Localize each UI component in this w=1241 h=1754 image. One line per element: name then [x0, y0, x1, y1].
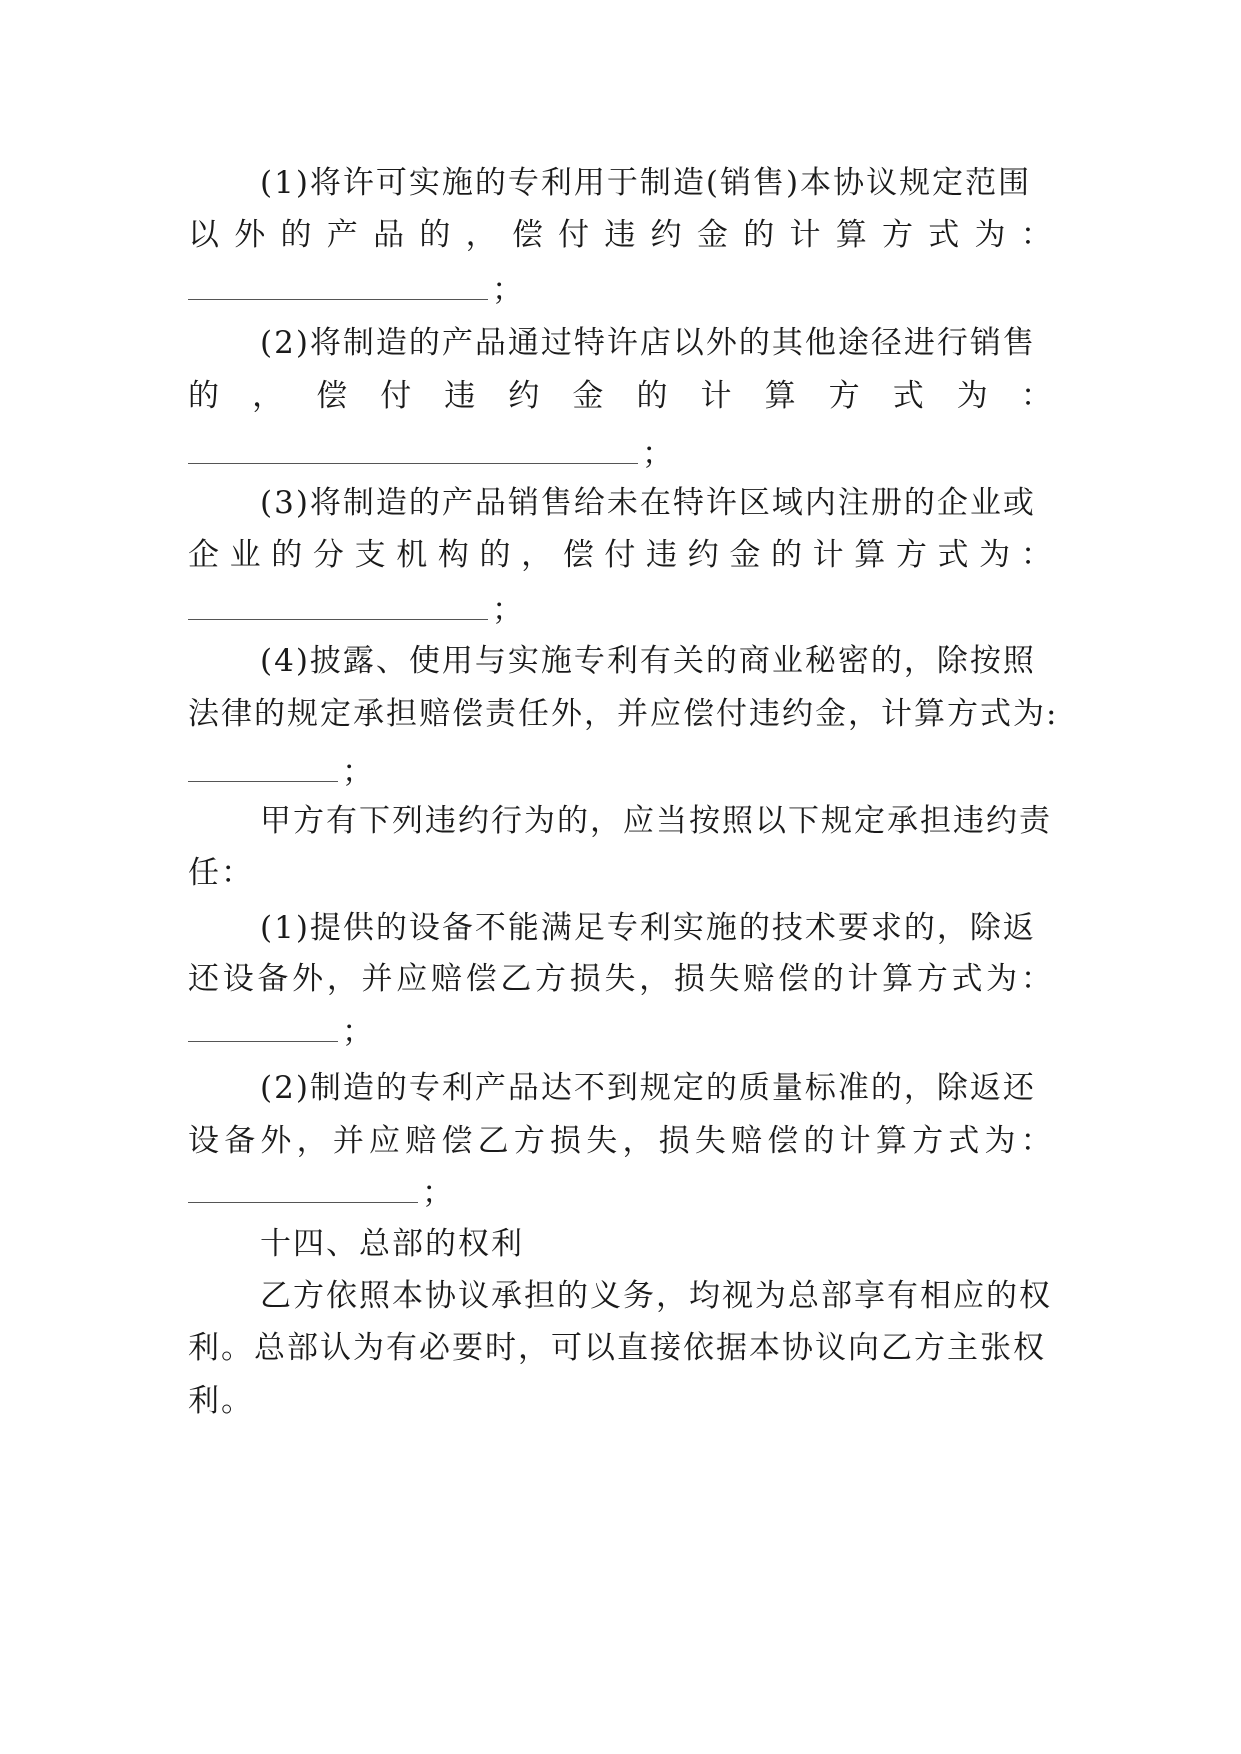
char: 的	[479, 537, 513, 573]
fill-in-blank[interactable]	[188, 1013, 338, 1042]
char: 构	[437, 537, 471, 573]
char: 约	[650, 217, 684, 253]
char: 约	[508, 378, 542, 414]
char: 式	[928, 217, 962, 253]
char: 方	[916, 961, 950, 997]
char: 方	[895, 537, 929, 573]
fill-in-blank[interactable]	[188, 271, 488, 300]
text-line	[188, 267, 1054, 313]
char: 损	[673, 961, 707, 997]
char: 的	[770, 537, 804, 573]
fill-in-blank[interactable]	[188, 591, 488, 620]
semicolon: ；	[492, 272, 525, 308]
char: ：	[1020, 961, 1054, 997]
text-line	[188, 587, 1054, 633]
fill-in-blank[interactable]	[188, 753, 338, 782]
char: 违	[444, 378, 478, 414]
paragraph-text: 甲方有下列违约行为的，应当按照以下规定承担违约责	[260, 803, 1052, 839]
char: 计	[839, 1123, 873, 1159]
char: 的	[271, 537, 305, 573]
char: 算	[854, 537, 888, 573]
char: 付	[558, 217, 592, 253]
paragraph-text: (2)制造的专利产品达不到规定的质量标准的，除返还	[260, 1070, 1036, 1106]
char: 为	[984, 1123, 1018, 1159]
text-line	[188, 1273, 1126, 1319]
text-line	[188, 532, 1054, 578]
char: 偿	[562, 537, 596, 573]
char: 付	[604, 537, 638, 573]
char: 设	[222, 961, 256, 997]
char: 乙	[500, 961, 534, 997]
char: 损	[658, 1123, 692, 1159]
text-line	[188, 850, 1054, 896]
text-line	[188, 1325, 1054, 1371]
char: ：	[1020, 1123, 1054, 1159]
semicolon: ；	[492, 592, 525, 628]
char: 偿	[511, 217, 545, 253]
char: 式	[948, 1123, 982, 1159]
semicolon: ；	[422, 1175, 455, 1211]
char: 方	[828, 378, 862, 414]
char: 的	[803, 1123, 837, 1159]
char: 金	[572, 378, 606, 414]
text-line	[188, 431, 1054, 477]
semicolon: ；	[642, 436, 675, 472]
char: ：	[1020, 378, 1054, 414]
char: 企	[188, 537, 221, 573]
char: 的	[419, 217, 453, 253]
semicolon: ；	[342, 1014, 375, 1050]
char: 约	[687, 537, 721, 573]
text-line	[188, 1378, 1054, 1424]
char: ：	[1020, 537, 1054, 573]
paragraph-text: (1)将许可实施的专利用于制造(销售)本协议规定范围	[260, 165, 1032, 201]
char: ，	[296, 1123, 330, 1159]
text-line	[188, 1065, 1126, 1111]
char: 支	[354, 537, 388, 573]
char: 的	[743, 217, 777, 253]
paragraph-text: (1)提供的设备不能满足专利实施的技术要求的，除返	[260, 910, 1036, 946]
text-line	[188, 638, 1126, 684]
text-line	[188, 798, 1126, 844]
char: ，	[622, 1123, 656, 1159]
text-line	[188, 749, 1054, 795]
paragraph-text: (3)将制造的产品销售给未在特许区域内注册的企业或	[260, 485, 1036, 521]
char: 算	[835, 217, 869, 253]
char: 为	[979, 537, 1013, 573]
char: 赔	[731, 1123, 765, 1159]
text-line	[188, 212, 1054, 258]
char: 式	[937, 537, 971, 573]
char: 乙	[477, 1123, 511, 1159]
char: ，	[465, 217, 499, 253]
char: 备	[257, 961, 291, 997]
char: 损	[550, 1123, 584, 1159]
char: 偿	[441, 1123, 475, 1159]
char: ：	[1020, 217, 1054, 253]
char: ，	[639, 961, 673, 997]
char: 偿	[767, 1123, 801, 1159]
paragraph-text: 任：	[188, 855, 254, 891]
char: 算	[764, 378, 798, 414]
paragraph-text: (4)披露、使用与实施专利有关的商业秘密的，除按照	[260, 643, 1036, 679]
char: 方	[881, 217, 915, 253]
text-line	[188, 1118, 1054, 1164]
char: 计	[700, 378, 734, 414]
char: 失	[586, 1123, 620, 1159]
char: 赔	[430, 961, 464, 997]
semicolon: ；	[342, 754, 375, 790]
char: ，	[252, 378, 286, 414]
char: 方	[513, 1123, 547, 1159]
paragraph-text: 利。总部认为有必要时，可以直接依据本协议向乙方主张权	[188, 1330, 1046, 1366]
char: 失	[708, 961, 742, 997]
char: 偿	[465, 961, 499, 997]
paragraph-text: 乙方依照本协议承担的义务，均视为总部享有相应的权	[260, 1278, 1052, 1314]
char: 的	[188, 378, 221, 414]
char: 式	[892, 378, 926, 414]
char: 设	[188, 1123, 221, 1159]
char: 应	[369, 1123, 403, 1159]
char: 计	[812, 537, 846, 573]
char: ，	[521, 537, 555, 573]
char: 失	[604, 961, 638, 997]
char: 偿	[777, 961, 811, 997]
char: 为	[974, 217, 1008, 253]
char: 产	[326, 217, 360, 253]
text-line	[188, 373, 1054, 419]
text-line	[188, 320, 1126, 366]
char: 品	[373, 217, 407, 253]
char: ，	[326, 961, 360, 997]
paragraph-text: 利。	[188, 1383, 254, 1419]
char: 算	[882, 961, 916, 997]
paragraph-text: (2)将制造的产品通过特许店以外的其他途径进行销售	[260, 325, 1036, 361]
char: 为	[956, 378, 990, 414]
char: 的	[636, 378, 670, 414]
text-line	[188, 480, 1126, 526]
char: 计	[847, 961, 881, 997]
fill-in-blank[interactable]	[188, 435, 638, 464]
char: 算	[875, 1123, 909, 1159]
char: 偿	[316, 378, 350, 414]
char: 还	[188, 961, 221, 997]
char: 应	[396, 961, 430, 997]
char: 计	[789, 217, 823, 253]
char: 违	[604, 217, 638, 253]
char: 机	[396, 537, 430, 573]
char: 外	[260, 1123, 294, 1159]
text-line	[188, 160, 1126, 206]
text-line	[188, 905, 1126, 951]
char: 备	[224, 1123, 258, 1159]
char: 并	[332, 1123, 366, 1159]
char: 为	[986, 961, 1020, 997]
char: 外	[234, 217, 268, 253]
char: 付	[380, 378, 414, 414]
text-line	[188, 1221, 1126, 1267]
fill-in-blank[interactable]	[188, 1174, 418, 1203]
char: 损	[569, 961, 603, 997]
paragraph-text: 法律的规定承担赔偿责任外，并应偿付违约金，计算方式为:	[188, 696, 1059, 732]
char: 金	[696, 217, 730, 253]
text-line	[188, 691, 1059, 737]
paragraph-text: 十四、总部的权利	[260, 1226, 524, 1262]
char: 金	[729, 537, 763, 573]
text-line	[188, 1170, 1054, 1216]
char: 赔	[405, 1123, 439, 1159]
char: 赔	[743, 961, 777, 997]
char: 违	[646, 537, 680, 573]
char: 分	[312, 537, 346, 573]
char: 失	[694, 1123, 728, 1159]
char: 外	[292, 961, 326, 997]
text-line	[188, 956, 1054, 1002]
char: 并	[361, 961, 395, 997]
char: 式	[951, 961, 985, 997]
char: 方	[535, 961, 569, 997]
char: 的	[812, 961, 846, 997]
text-line	[188, 1009, 1054, 1055]
char: 业	[229, 537, 263, 573]
char: 的	[280, 217, 314, 253]
char: 方	[912, 1123, 946, 1159]
char: 以	[188, 217, 221, 253]
